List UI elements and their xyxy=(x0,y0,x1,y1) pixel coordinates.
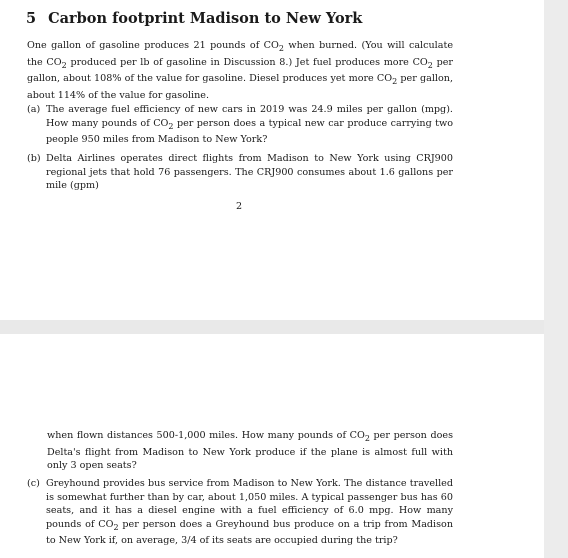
question-text-part: The average fuel efficiency of new cars in 2019 was 24.9 miles per gallon (mpg). How many pounds of CO xyxy=(46,104,453,129)
subscript: 2 xyxy=(278,43,284,53)
section-heading xyxy=(26,10,362,27)
question-label: (b) xyxy=(27,153,41,164)
question-text-part: Greyhound provides bus service from Madison to New York. The distance travelled is somewhat further than by car, about 1,050 miles. A typical passenger bus has 60 seats, and it has a diesel engine with a fuel efficiency of 6.0 mpg. How many pounds of CO xyxy=(46,478,453,530)
subscript: 2 xyxy=(61,60,67,70)
scrollbar[interactable] xyxy=(544,0,568,558)
intro-text: produced per lb of gasoline in Discussion 8.) Jet fuel produces more CO xyxy=(66,56,428,68)
subscript: 2 xyxy=(168,121,174,131)
subscript: 2 xyxy=(427,60,433,70)
intro-text: per gallon, about 108% of the value for gasoline. Diesel produces yet more CO xyxy=(27,56,453,84)
question-c xyxy=(27,477,453,548)
section-number: 5 xyxy=(26,10,37,27)
intro-text: One gallon of gasoline produces 21 pounds of CO xyxy=(27,40,279,51)
page-number: 2 xyxy=(236,201,243,212)
question-b-continued xyxy=(47,429,453,473)
intro-text: when burned. (You will calculate the CO xyxy=(27,40,453,68)
question-a xyxy=(27,103,453,147)
question-text-part: per person does a Greyhound bus produce on a trip from Madison to New York if, on average, 3/4 of its seats are occupied during the trip? xyxy=(46,518,453,547)
question-text xyxy=(46,103,453,147)
question-text xyxy=(46,477,453,548)
question-text-part: per person does Delta's flight from Madison to New York produce if the plane is almost full with only 3 open seats? xyxy=(47,430,453,472)
question-text-part: when flown distances 500-1,000 miles. How many pounds of CO xyxy=(47,430,365,441)
subscript: 2 xyxy=(364,433,370,443)
question-text: Delta Airlines operates direct flights from Madison to New York using CRJ900 regional jets that hold 76 passengers. The CRJ900 consumes about 1.6 gallons per mile (gpm) xyxy=(46,153,453,192)
question-label: (c) xyxy=(27,478,40,489)
subscript: 2 xyxy=(392,76,398,86)
section-title: Carbon footprint Madison to New York xyxy=(48,10,363,27)
question-text-part: per person does a typical new car produce carrying two people 950 miles from Madison to New York? xyxy=(46,117,453,146)
question-b xyxy=(27,152,453,193)
intro-paragraph xyxy=(27,39,453,102)
subscript: 2 xyxy=(113,522,119,532)
question-label: (a) xyxy=(27,104,41,115)
intro-text: per gallon, about 114% of the value for gasoline. xyxy=(27,73,453,101)
